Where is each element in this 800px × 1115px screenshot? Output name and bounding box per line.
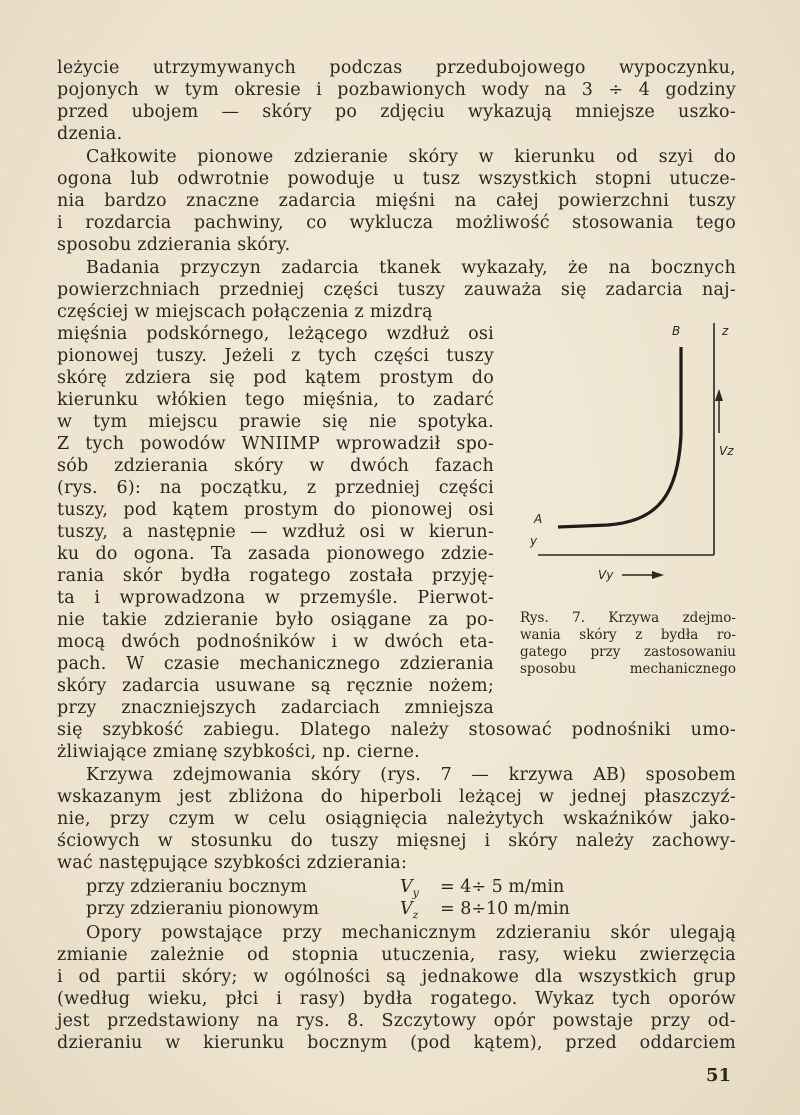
text-line: sób zdzierania skóry w dwóch fazach bbox=[57, 456, 494, 476]
text-line: leżycie utrzymywanych podczas przedubojowego wypoczynku, bbox=[57, 58, 736, 78]
label-a: A bbox=[534, 512, 543, 526]
text-line: Całkowite pionowe zdzieranie skóry w kierunku od szyi do bbox=[86, 147, 736, 167]
figure-caption-line: sposobu mechanicznego bbox=[520, 661, 736, 677]
curve-ab bbox=[558, 347, 681, 527]
label-vy: Vy bbox=[598, 568, 614, 582]
text-line: tuszy, pod kątem prostym do pionowej osi bbox=[57, 500, 494, 520]
figure-7-curve bbox=[518, 315, 740, 605]
label-b: B bbox=[672, 324, 681, 338]
text-line: i od partii skóry; w ogólności są jednakowe dla wszystkich grup bbox=[57, 967, 736, 987]
text-line: wać następujące szybkości zdzierania: bbox=[57, 853, 408, 873]
text-line: Z tych powodów WNIIMP wprowadził spo- bbox=[57, 434, 494, 454]
text-line: i rozdarcia pachwiny, co wyklucza możliwość stosowania tego bbox=[57, 213, 736, 233]
text-line: żliwiające zmianę szybkości, np. cierne. bbox=[57, 742, 420, 762]
text-line: zmianie zależnie od stopnia utuczenia, rasy, wieku zwierzęcia bbox=[57, 945, 736, 965]
text-line: mięśnia podskórnego, leżącego wzdłuż osi bbox=[57, 324, 494, 344]
text-line: się szybkość zabiegu. Dlatego należy stosować podnośniki umo- bbox=[57, 720, 736, 740]
text-line: jest przedstawiony na rys. 8. Szczytowy opór powstaje przy od- bbox=[57, 1011, 736, 1031]
text-line: kierunku włókien tego mięśnia, to zadarć bbox=[57, 390, 494, 410]
text-line: ogona lub odwrotnie powoduje u tusz wszystkich stopni utucze- bbox=[57, 169, 736, 189]
text-line: nie takie zdzieranie było osiągane za po- bbox=[57, 610, 494, 630]
text-line: przy znaczniejszych zadarciach zmniejsza bbox=[57, 698, 494, 718]
label-z: z bbox=[722, 324, 729, 338]
text-line: ta i wprowadzona w przemyśle. Pierwot- bbox=[57, 588, 494, 608]
label-vz: Vz bbox=[719, 444, 734, 458]
text-line: tuszy, a następnie — wzdłuż osi w kierun- bbox=[57, 522, 494, 542]
vz-arrow-head bbox=[715, 389, 723, 401]
text-line: wskazanym jest zbliżona do hiperboli leżącej w jednej płaszczyź- bbox=[57, 787, 736, 807]
text-line: nie, przy czym w celu osiągnięcia należytych wskaźników jako- bbox=[57, 809, 736, 829]
speed-symbol-lateral: $V_y$ bbox=[400, 877, 419, 900]
speed-symbol-vertical: $V_z$ bbox=[400, 899, 419, 922]
figure-caption-line: gatego przy zastosowaniu bbox=[520, 644, 736, 660]
text-line: rania skór bydła rogatego została przyję- bbox=[57, 566, 494, 586]
figure-caption-line: Rys. 7. Krzywa zdejmo- bbox=[520, 610, 736, 626]
text-line: sposobu zdzierania skóry. bbox=[57, 235, 291, 255]
text-line: pojonych w tym okresie i pozbawionych wody na 3 ÷ 4 godziny bbox=[57, 80, 736, 100]
speed-label-lateral: przy zdzieraniu bocznym bbox=[86, 877, 307, 897]
speed-value-vertical: = 8÷10 m/min bbox=[440, 899, 570, 919]
text-line: (rys. 6): na początku, z przedniej części bbox=[57, 478, 494, 498]
text-line: mocą dwóch podnośników i w dwóch eta- bbox=[57, 632, 494, 652]
speed-label-vertical: przy zdzieraniu pionowym bbox=[86, 899, 319, 919]
text-line: Krzywa zdejmowania skóry (rys. 7 — krzywa AB) sposobem bbox=[86, 765, 736, 785]
text-line: ściowych w stosunku do tuszy mięsnej i skóry należy zachowy- bbox=[57, 831, 736, 851]
text-line: powierzchniach przedniej części tuszy zauważa się zadarcia naj- bbox=[57, 280, 736, 300]
figure-caption-line: wania skóry z bydła ro- bbox=[520, 627, 736, 643]
text-line: dzieraniu w kierunku bocznym (pod kątem), przed oddarciem bbox=[57, 1033, 736, 1053]
text-line: (według wieku, płci i rasy) bydła rogatego. Wykaz tych oporów bbox=[57, 989, 736, 1009]
text-line: pionowej tuszy. Jeżeli z tych części tuszy bbox=[57, 346, 494, 366]
text-line: nia bardzo znaczne zadarcia mięśni na całej powierzchni tuszy bbox=[57, 191, 736, 211]
text-line: częściej w miejscach połączenia z mizdrą bbox=[57, 302, 433, 322]
text-line: Opory powstające przy mechanicznym zdzieraniu skór ulegają bbox=[86, 923, 736, 943]
page-number: 51 bbox=[706, 1065, 732, 1086]
text-line: ku do ogona. Ta zasada pionowego zdzie- bbox=[57, 544, 494, 564]
text-line: w tym miejscu prawie się nie spotyka. bbox=[57, 412, 494, 432]
label-y: y bbox=[530, 534, 538, 548]
text-line: skóry zadarcia usuwane są ręcznie nożem; bbox=[57, 676, 494, 696]
text-line: pach. W czasie mechanicznego zdzierania bbox=[57, 654, 494, 674]
text-line: przed ubojem — skóry po zdjęciu wykazują mniejsze uszko- bbox=[57, 102, 736, 122]
vy-arrow-head bbox=[652, 571, 664, 579]
text-line: skórę zdziera się pod kątem prostym do bbox=[57, 368, 494, 388]
text-line: Badania przyczyn zadarcia tkanek wykazały, że na bocznych bbox=[86, 258, 736, 278]
text-line: dzenia. bbox=[57, 124, 123, 144]
speed-value-lateral: = 4÷ 5 m/min bbox=[440, 877, 565, 897]
